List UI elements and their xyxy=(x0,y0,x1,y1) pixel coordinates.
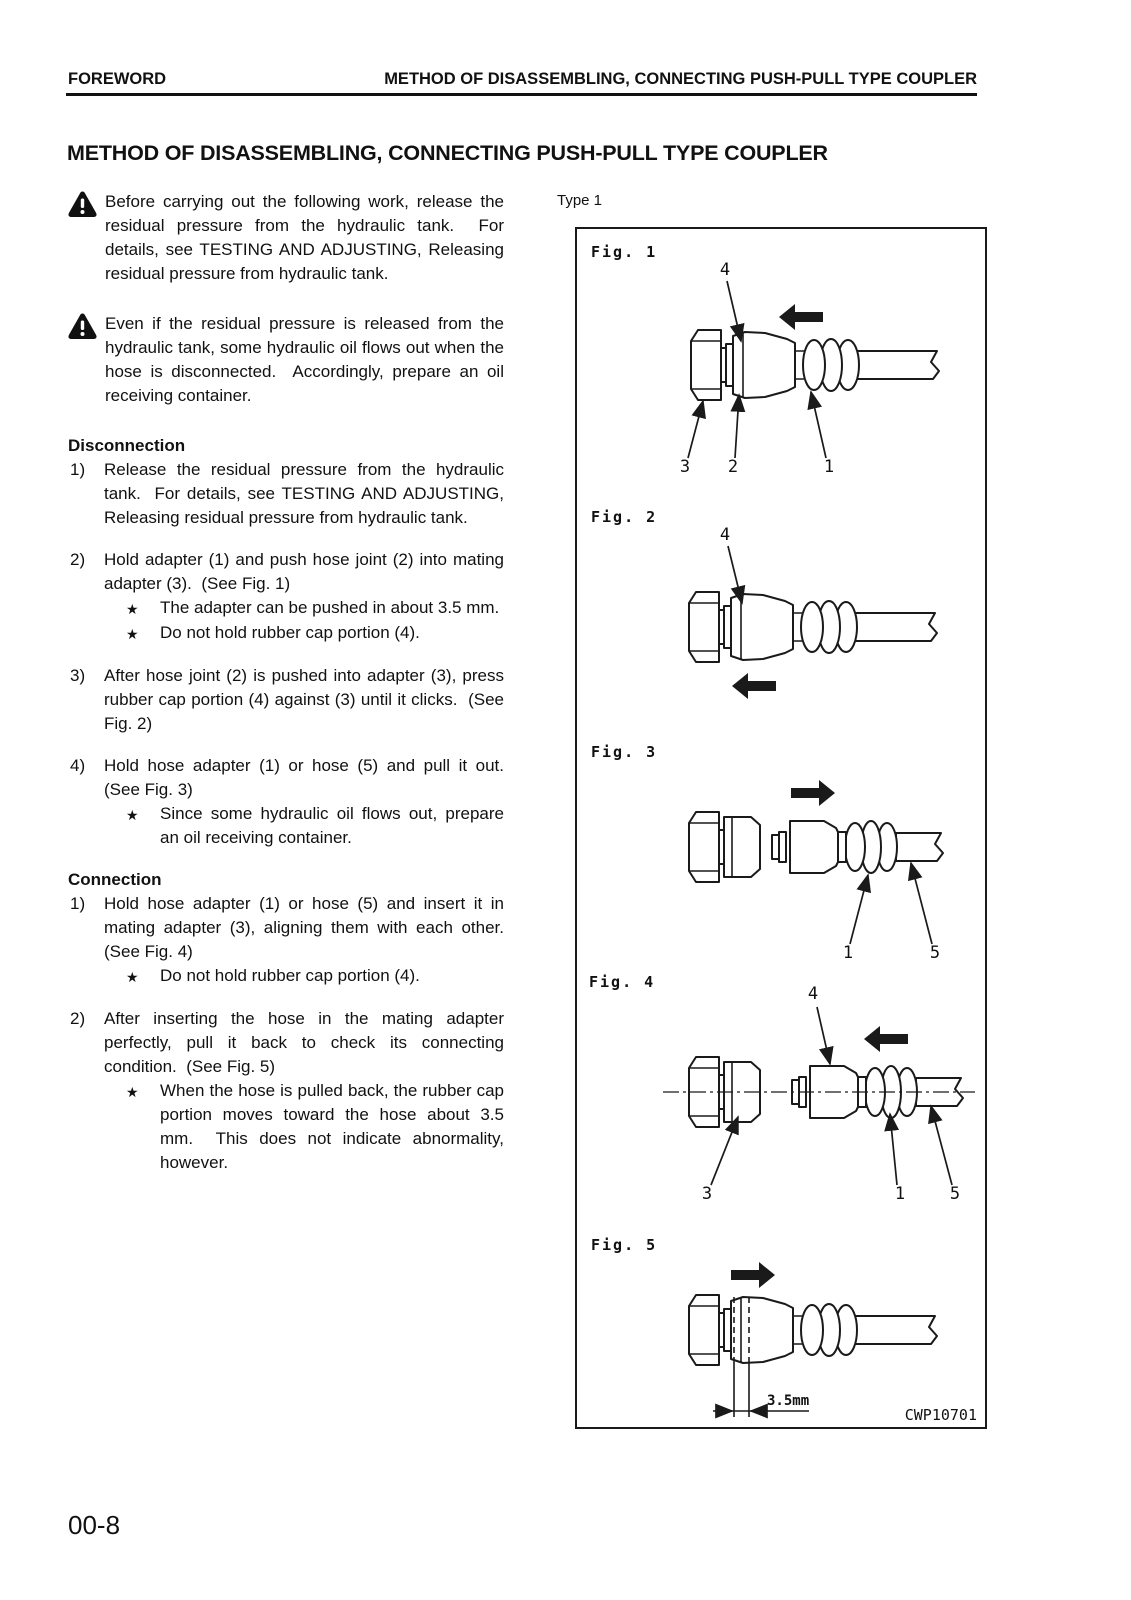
page-number: 00-8 xyxy=(68,1510,121,1540)
step-note xyxy=(126,1079,509,1175)
figure-label: Fig. 4 xyxy=(589,973,656,991)
step-text: Hold hose adapter (1) or hose (5) and pull it out. (See Fig. 3) xyxy=(104,756,514,799)
step-number: 2) xyxy=(70,1009,86,1028)
extension-lines xyxy=(734,1363,749,1417)
callout-4: 4 xyxy=(719,260,731,280)
leader-line xyxy=(735,395,739,458)
step-text: Hold adapter (1) and push hose joint (2) into mating adapter (3). (See Fig. 1) xyxy=(104,550,509,593)
figure-1 xyxy=(577,229,985,482)
star-bullet: ★ xyxy=(126,626,139,642)
step-note xyxy=(126,964,504,989)
drawing-code: CWP10701 xyxy=(904,1406,977,1424)
step-number: 4) xyxy=(70,756,86,775)
callout-3: 3 xyxy=(701,1184,713,1204)
figure-4 xyxy=(577,965,985,1205)
callout-5: 5 xyxy=(929,943,941,963)
figure-5 xyxy=(577,1205,985,1427)
callout-4: 4 xyxy=(719,525,731,545)
header-chapter-title: METHOD OF DISASSEMBLING, CONNECTING PUSH-PULL TYPE COUPLER xyxy=(384,70,977,88)
step-note xyxy=(126,802,509,850)
star-bullet: ★ xyxy=(126,807,139,823)
step-note xyxy=(126,621,504,646)
leader-line xyxy=(850,875,868,944)
page-title: METHOD OF DISASSEMBLING, CONNECTING PUSH-PULL TYPE COUPLER xyxy=(67,141,828,165)
warning-icon xyxy=(68,191,97,225)
step-text: After hose joint (2) is pushed into adapter (3), press rubber cap portion (4) against (3) until it clicks. (See Fig. 2) xyxy=(104,666,509,733)
callout-5: 5 xyxy=(949,1184,961,1204)
coupler-drawing xyxy=(689,1295,937,1365)
callout-2: 2 xyxy=(727,457,739,477)
figure-3 xyxy=(577,715,985,965)
step-text: After inserting the hose in the mating adapter perfectly, pull it back to check its connecting condition. (See Fig. 5) xyxy=(104,1009,509,1076)
figure-label: Fig. 5 xyxy=(591,1236,658,1254)
figure-type-label: Type 1 xyxy=(557,192,603,209)
push-direction-arrow-icon xyxy=(732,673,776,699)
leader-line xyxy=(727,281,741,341)
note-text: When the hose is pulled back, the rubber cap portion moves toward the hose about 3.5 mm. This does not indicate abnormality, however. xyxy=(160,1081,509,1172)
leader-line xyxy=(817,1007,830,1064)
step-text: Release the residual pressure from the hydraulic tank. For details, see TESTING AND ADJUSTING, Releasing residual pressure from hydraulic tank. xyxy=(104,460,509,527)
figure-label: Fig. 1 xyxy=(591,243,658,261)
warning-text: Even if the residual pressure is released from the hydraulic tank, some hydraulic oil flows out when the hose is disconnected. Accordingly, prepare an oil receiving container. xyxy=(105,314,509,405)
header-rule xyxy=(66,93,977,96)
warning-text: Before carrying out the following work, release the residual pressure from the hydraulic tank. For details, see TESTING AND ADJUSTING, Releasing residual pressure from hydraulic tank. xyxy=(105,192,509,283)
figure-label: Fig. 2 xyxy=(591,508,658,526)
coupler-drawing xyxy=(689,592,937,662)
leader-line xyxy=(931,1106,952,1185)
leader-line xyxy=(911,863,932,944)
insert-direction-arrow-icon xyxy=(864,1026,908,1052)
coupler-drawing xyxy=(689,812,943,882)
callout-4: 4 xyxy=(807,984,819,1004)
warning-block xyxy=(68,312,509,408)
section-heading-disconnection: Disconnection xyxy=(68,436,186,455)
note-text: Do not hold rubber cap portion (4). xyxy=(160,623,420,642)
figure-panel xyxy=(575,227,987,1429)
callout-1: 1 xyxy=(823,457,835,477)
procedure-step xyxy=(68,548,509,646)
star-bullet: ★ xyxy=(126,601,139,617)
step-note xyxy=(126,596,504,621)
procedure-step xyxy=(68,754,514,850)
text-column xyxy=(68,190,514,1193)
note-text: Since some hydraulic oil flows out, prepare an oil receiving container. xyxy=(160,804,509,847)
leader-line xyxy=(688,401,703,458)
step-text: Hold hose adapter (1) or hose (5) and insert it in mating adapter (3), aligning them with each other. (See Fig. 4) xyxy=(104,894,514,961)
callout-1: 1 xyxy=(894,1184,906,1204)
callout-3: 3 xyxy=(679,457,691,477)
note-text: The adapter can be pushed in about 3.5 mm. xyxy=(160,598,500,617)
header-section-label: FOREWORD xyxy=(68,70,167,88)
section-heading-connection: Connection xyxy=(68,870,162,889)
step-number: 1) xyxy=(70,460,86,479)
callout-1: 1 xyxy=(842,943,854,963)
warning-block xyxy=(68,190,509,286)
procedure-step xyxy=(68,892,514,989)
leader-line xyxy=(728,546,742,603)
procedure-step xyxy=(68,1007,509,1175)
leader-line xyxy=(890,1114,897,1185)
warning-icon xyxy=(68,313,97,347)
pull-direction-arrow-icon xyxy=(791,780,835,806)
step-number: 3) xyxy=(70,666,86,685)
push-direction-arrow-icon xyxy=(779,304,823,330)
procedure-step xyxy=(68,664,509,736)
procedure-step xyxy=(68,458,509,530)
coupler-drawing xyxy=(691,330,939,400)
star-bullet: ★ xyxy=(126,1084,139,1100)
leader-line xyxy=(811,392,826,458)
figure-2 xyxy=(577,482,985,715)
pull-check-direction-arrow-icon xyxy=(731,1262,775,1288)
note-text: Do not hold rubber cap portion (4). xyxy=(160,966,420,985)
dimension-value: 3.5mm xyxy=(767,1393,810,1409)
step-number: 1) xyxy=(70,894,86,913)
figure-label: Fig. 3 xyxy=(591,743,658,761)
step-number: 2) xyxy=(70,550,86,569)
star-bullet: ★ xyxy=(126,969,139,985)
